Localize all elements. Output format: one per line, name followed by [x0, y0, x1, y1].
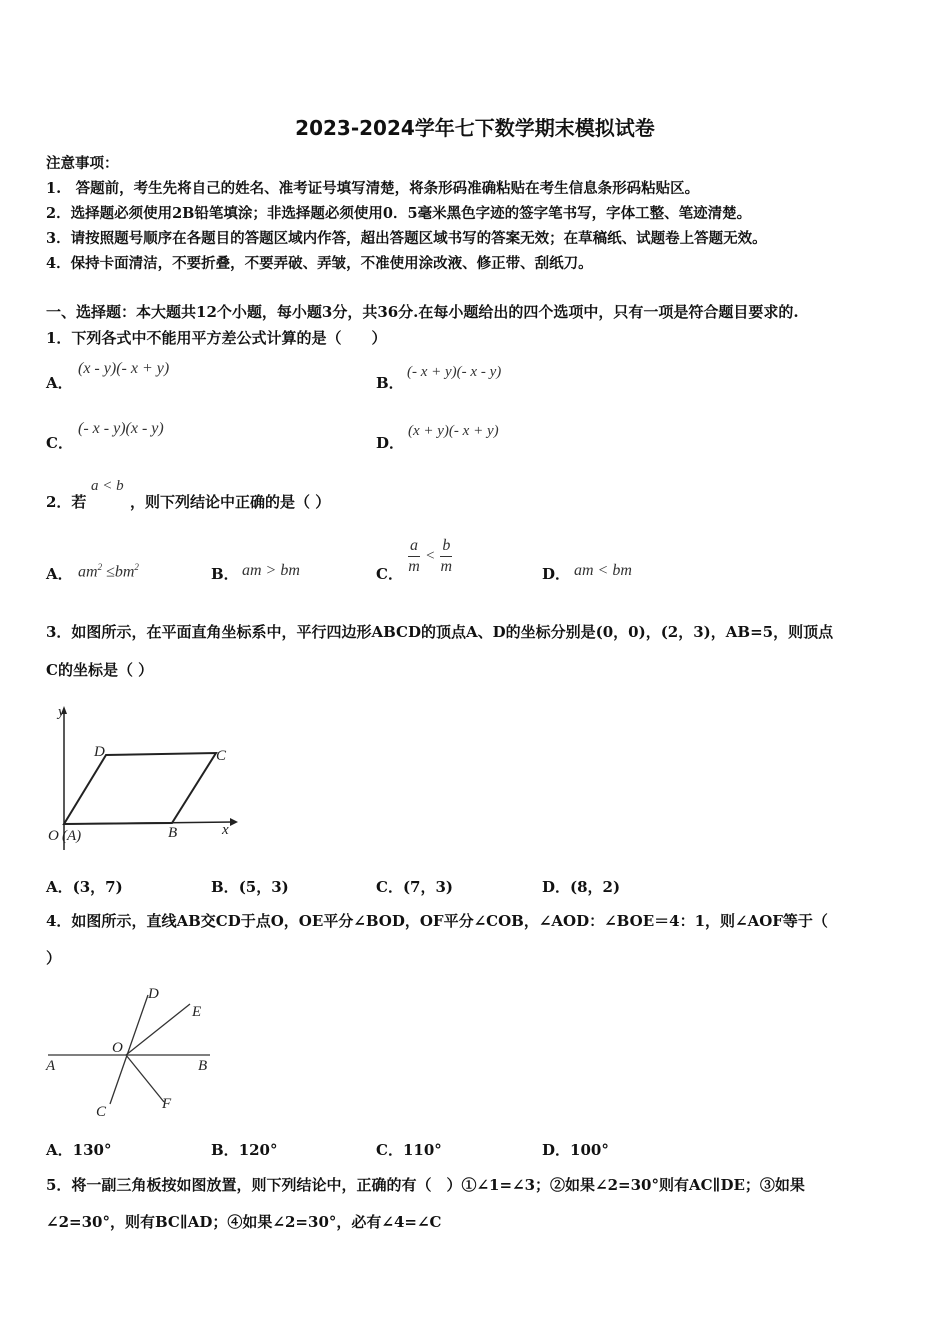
label-o: O	[48, 828, 59, 844]
notice-item-2: 2．选择题必须使用2B铅笔填涂；非选择题必须使用0．5毫米黑色字迹的签字笔书写，字体工整、笔迹清楚。	[46, 205, 752, 222]
q4-option-b: B．120°	[211, 1141, 278, 1159]
q4-option-d: D．100°	[542, 1141, 609, 1159]
q2-stem-pre: 2．若	[46, 493, 87, 511]
q1-option-a-label: A．	[46, 374, 73, 392]
q3-option-a: A．(3，7)	[46, 878, 123, 896]
q2-option-c-expr: $\frac{a}{m}$ < $\frac{b}{m}$	[408, 537, 453, 575]
label-d: D	[148, 986, 159, 1002]
q2-option-a-label: A．	[46, 565, 73, 583]
q1-option-b-expr: (- x + y)(- x - y)	[407, 364, 502, 380]
notice-heading: 注意事项：	[46, 155, 119, 172]
q4-stem-line1: 4．如图所示，直线AB交CD于点O，OE平分∠BOD，OF平分∠COB，∠AOD：∠BOE＝4：1，则∠AOF等于（	[46, 912, 828, 930]
q3-figure	[44, 700, 244, 860]
label-c: C	[216, 748, 227, 764]
q1-option-d-label: D．	[376, 434, 405, 452]
section-heading: 一、选择题：本大题共12个小题，每小题3分，共36分.在每小题给出的四个选项中，只有一项是符合题目要求的.	[46, 303, 799, 321]
q2-option-d-label: D．	[542, 565, 571, 583]
q3-stem-line1: 3．如图所示，在平面直角坐标系中，平行四边形ABCD的顶点A、D的坐标分别是(0，0)，(2，3)，AB=5，则顶点	[46, 623, 834, 641]
label-y: y	[58, 704, 65, 720]
q1-stem: 1．下列各式中不能用平方差公式计算的是（ ）	[46, 329, 387, 347]
notice-item-1: 1. 答题前，考生先将自己的姓名、准考证号填写清楚，将条形码准确粘贴在考生信息条形码粘贴区。	[46, 180, 700, 197]
parallelogram-abcd	[64, 753, 216, 824]
notice-item-3: 3．请按照题号顺序在各题目的答题区域内作答，超出答题区域书写的答案无效；在草稿纸、试题卷上答题无效。	[46, 230, 767, 247]
q4-option-a: A．130°	[46, 1141, 112, 1159]
q2-option-c-label: C．	[376, 565, 403, 583]
label-c: C	[96, 1104, 107, 1120]
q2-option-a-expr: $am^2 \le bm^2$	[78, 562, 139, 581]
label-f: F	[162, 1096, 172, 1112]
q4-option-c: C．110°	[376, 1141, 442, 1159]
q3-option-b: B．(5，3)	[211, 878, 289, 896]
q3-option-c: C．(7，3)	[376, 878, 454, 896]
q1-option-c-expr: (- x - y)(x - y)	[78, 420, 164, 437]
label-o: O	[112, 1040, 123, 1056]
q3-stem-line2: C的坐标是（ ）	[46, 661, 154, 679]
q1-option-d-expr: (x + y)(- x + y)	[408, 423, 499, 439]
q2-option-d-expr: am < bm	[574, 562, 632, 579]
ray-of	[126, 1055, 164, 1102]
q2-condition: a < b	[91, 478, 124, 494]
q4-figure	[44, 982, 224, 1122]
q2-option-b-label: B．	[211, 565, 239, 583]
q2-stem-post: ，则下列结论中正确的是（ ）	[130, 493, 331, 511]
label-e: E	[192, 1004, 202, 1020]
page-title: 2023-2024学年七下数学期末模拟试卷	[295, 116, 655, 140]
label-b: B	[168, 825, 178, 841]
notice-item-4: 4．保持卡面清洁，不要折叠，不要弄破、弄皱，不准使用涂改液、修正带、刮纸刀。	[46, 255, 593, 272]
x-axis-arrow-icon	[230, 818, 238, 826]
label-d: D	[94, 744, 105, 760]
q3-option-d: D．(8，2)	[542, 878, 621, 896]
q4-stem-line2: ）	[46, 949, 62, 967]
label-a: (A)	[62, 828, 82, 844]
q1-option-c-label: C．	[46, 434, 73, 452]
q2-option-b-expr: am > bm	[242, 562, 300, 579]
label-x: x	[222, 822, 229, 838]
q5-stem-line2: ∠2=30°，则有BC∥AD；④如果∠2=30°，必有∠4=∠C	[46, 1213, 442, 1231]
q1-option-b-label: B．	[376, 374, 404, 392]
label-b: B	[198, 1058, 208, 1074]
label-a: A	[46, 1058, 56, 1074]
q5-stem-line1: 5．将一副三角板按如图放置，则下列结论中，正确的有（ ）①∠1=∠3；②如果∠2=30°则有AC∥DE；③如果	[46, 1176, 805, 1194]
q1-option-a-expr: (x - y)(- x + y)	[78, 360, 170, 377]
